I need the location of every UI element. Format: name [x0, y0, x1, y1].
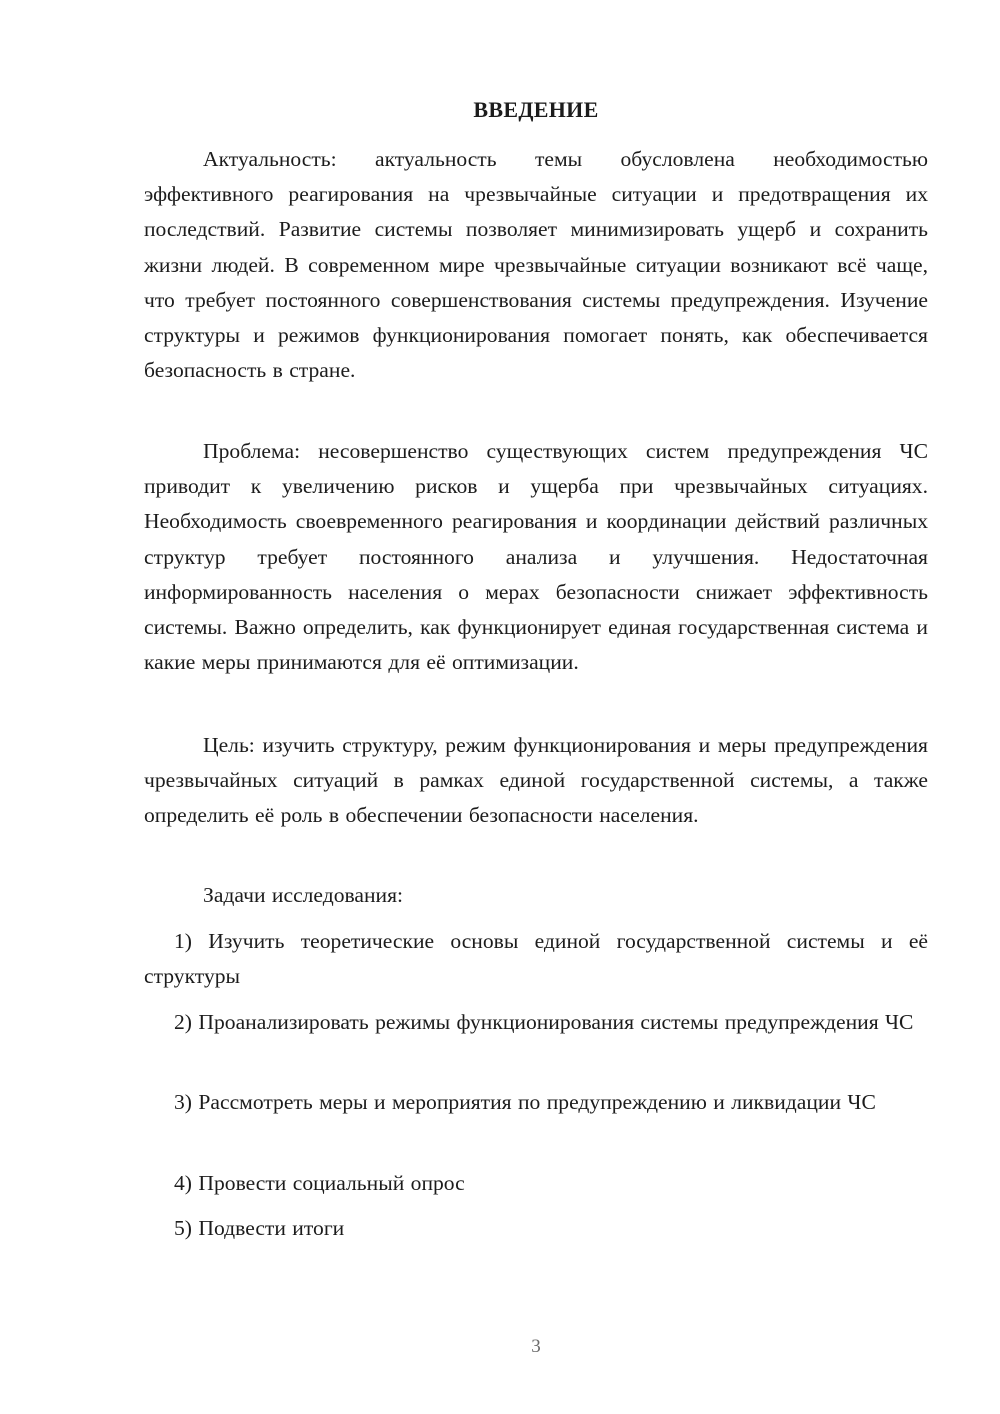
list-item-task-2: 2) Проанализировать режимы функционирования системы предупреждения ЧС [174, 1010, 914, 1034]
paragraph-problem: Проблема: несовершенство существующих систем предупреждения ЧС приводит к увеличению рисков и ущерба при чрезвычайных ситуациях. Необходимость своевременного реагирования и координации действий различных структур требует постоянного анализа и улучшения. Недостаточная информированность населения о мерах безопасности снижает эффективность системы. Важно определить, как функционирует единая государственная система и какие меры принимаются для её оптимизации. [144, 439, 928, 675]
list-item-task-5: 5) Подвести итоги [174, 1216, 345, 1240]
page-title: ВВЕДЕНИЕ [473, 97, 599, 122]
paragraph-tasks-intro: Задачи исследования: [203, 883, 404, 907]
page-number: 3 [531, 1336, 541, 1357]
paragraph-goal: Цель: изучить структуру, режим функционирования и меры предупреждения чрезвычайных ситуаций в рамках единой государственной системы, а также определить её роль в обеспечении безопасности населения. [144, 733, 928, 828]
document-page [144, 0, 928, 1414]
list-item-task-4: 4) Провести социальный опрос [174, 1171, 465, 1195]
paragraph-relevance: Актуальность: актуальность темы обусловлена необходимостью эффективного реагирования на чрезвычайные ситуации и предотвращения их последствий. Развитие системы позволяет минимизировать ущерб и сохранить жизни людей. В современном мире чрезвычайные ситуации возникают всё чаще, что требует постоянного совершенствования системы предупреждения. Изучение структуры и режимов функционирования помогает понять, как обеспечивается безопасность в стране. [144, 147, 928, 383]
list-item-task-1: 1) Изучить теоретические основы единой государственной системы и её структуры [144, 929, 928, 989]
list-item-task-3: 3) Рассмотреть меры и мероприятия по предупреждению и ликвидации ЧС [174, 1090, 876, 1114]
